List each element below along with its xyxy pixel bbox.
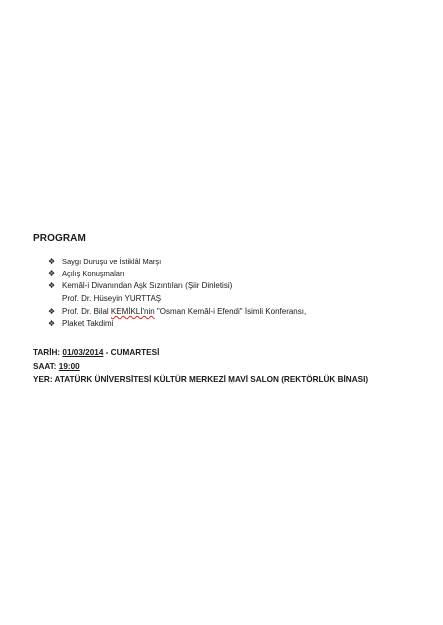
date-suffix: - CUMARTESİ bbox=[103, 348, 160, 357]
program-item-text bbox=[62, 306, 306, 318]
text-suffix: "Osman Kemâl-i Efendi" İsimli Konferansı, bbox=[154, 307, 307, 316]
program-item-text: Plaket Takdimi bbox=[62, 319, 114, 328]
program-item-text: Açılış Konuşmaları bbox=[62, 269, 125, 278]
diamond-bullet-icon: ❖ bbox=[48, 269, 56, 278]
program-heading: PROGRAM bbox=[33, 233, 86, 244]
event-place: YER: ATATÜRK ÜNİVERSİTESİ KÜLTÜR MERKEZİ MAVİ SALON (REKTÖRLÜK BİNASI) bbox=[33, 375, 369, 384]
diamond-bullet-icon: ❖ bbox=[48, 307, 56, 316]
program-item-text: Saygı Duruşu ve İstiklâl Marşı bbox=[62, 257, 162, 266]
text-prefix: Prof. Dr. Bilal bbox=[62, 307, 111, 316]
event-date bbox=[33, 347, 159, 359]
diamond-bullet-icon: ❖ bbox=[48, 319, 56, 328]
time-value: 19:00 bbox=[58, 362, 80, 371]
diamond-bullet-icon: ❖ bbox=[48, 281, 56, 290]
diamond-bullet-icon: ❖ bbox=[48, 257, 56, 266]
spellcheck-flagged-word[interactable]: KEMİKLİ'nin bbox=[110, 307, 155, 316]
date-label: TARİH: bbox=[33, 348, 63, 357]
program-item-text: Kemâl-i Divanından Aşk Sızıntıları (Şiir Dinletisi) bbox=[62, 281, 233, 290]
date-value: 01/03/2014 bbox=[62, 348, 104, 357]
speaker-name: Prof. Dr. Hüseyin YURTTAŞ bbox=[62, 294, 162, 303]
event-time bbox=[33, 361, 80, 373]
time-label: SAAT: bbox=[33, 362, 59, 371]
